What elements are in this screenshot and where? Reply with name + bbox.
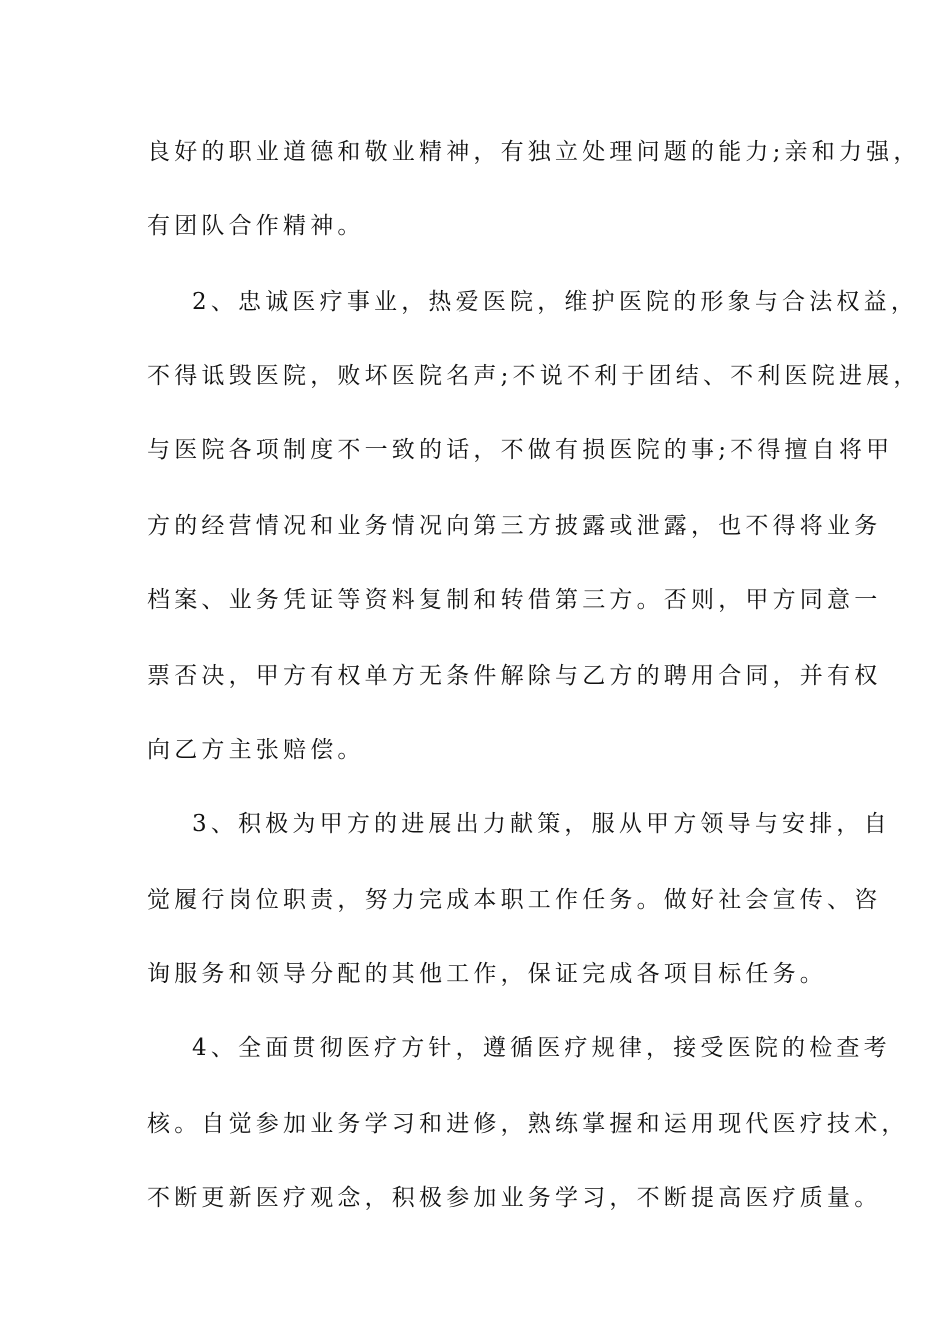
text-line: 方的经营情况和业务情况向第三方披露或泄露，也不得将业务 bbox=[147, 513, 882, 539]
text-line: 询服务和领导分配的其他工作，保证完成各项目标任务。 bbox=[147, 961, 827, 987]
paragraph-start-line: 2、忠诚医疗事业，热爱医院，维护医院的形象与合法权益， bbox=[192, 289, 919, 315]
text-line: 与医院各项制度不一致的话，不做有损医院的事;不得擅自将甲 bbox=[147, 437, 894, 463]
text-line: 不断更新医疗观念，积极参加业务学习，不断提高医疗质量。 bbox=[147, 1185, 882, 1211]
text-line: 觉履行岗位职责，努力完成本职工作任务。做好社会宣传、咨 bbox=[147, 887, 882, 913]
text-line: 票否决，甲方有权单方无条件解除与乙方的聘用合同，并有权 bbox=[147, 663, 882, 689]
text-line: 档案、业务凭证等资料复制和转借第三方。否则，甲方同意一 bbox=[147, 587, 882, 613]
text-line: 良好的职业道德和敬业精神，有独立处理问题的能力;亲和力强， bbox=[147, 139, 921, 165]
text-line: 核。自觉参加业务学习和进修，熟练掌握和运用现代医疗技术， bbox=[147, 1111, 909, 1137]
text-line: 向乙方主张赔偿。 bbox=[147, 737, 365, 763]
text-line: 不得诋毁医院，败坏医院名声;不说不利于团结、不利医院进展， bbox=[147, 363, 921, 389]
paragraph-start-line: 4、全面贯彻医疗方针，遵循医疗规律，接受医院的检查考 bbox=[192, 1035, 891, 1061]
paragraph-start-line: 3、积极为甲方的进展出力献策，服从甲方领导与安排，自 bbox=[192, 811, 891, 837]
text-line: 有团队合作精神。 bbox=[147, 213, 365, 239]
